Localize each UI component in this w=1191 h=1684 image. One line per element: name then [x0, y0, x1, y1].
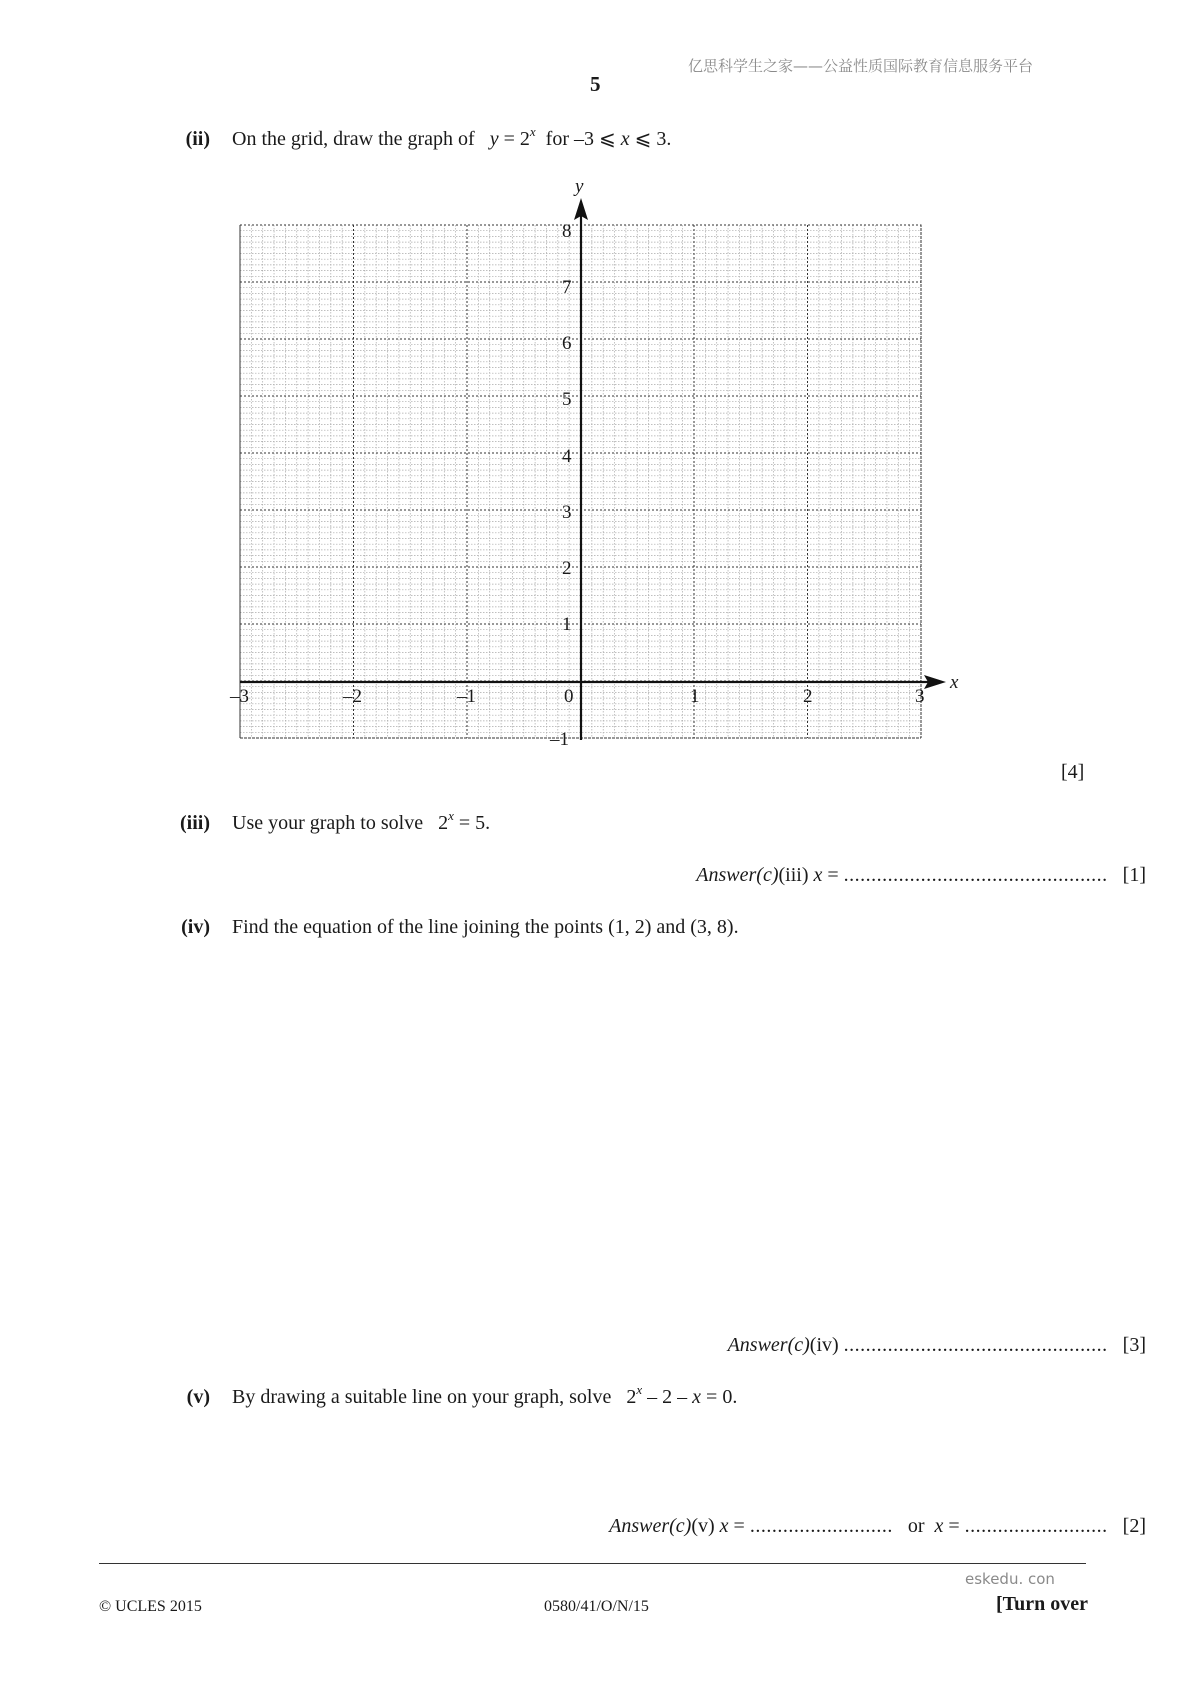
answer-iii-line[interactable]: [696, 864, 1146, 887]
question-ii-marks: [4]: [1061, 761, 1085, 783]
answer-v-eq1: =: [728, 1515, 750, 1537]
question-iii-eq-exponent: x: [448, 808, 454, 823]
y-tick-label: 1: [562, 614, 572, 635]
question-ii-text: On the grid, draw the graph of: [232, 128, 475, 150]
y-tick-label: 6: [562, 333, 572, 354]
page-number: 5: [590, 72, 601, 96]
y-tick-label: 8: [562, 221, 572, 242]
answer-iii-eq: =: [822, 864, 844, 886]
y-axis-label: y: [575, 176, 584, 197]
header-watermark: 亿思科学生之家——公益性质国际教育信息服务平台: [688, 57, 1034, 75]
x-tick-label: 3: [915, 686, 925, 707]
question-iii-text: Use your graph to solve: [232, 812, 424, 834]
question-ii-y-var: y: [489, 128, 499, 150]
answer-v-label: Answer(c): [609, 1515, 692, 1537]
answer-v-eq2: =: [943, 1515, 965, 1537]
question-ii-for-text: for –3 ⩽: [545, 128, 621, 150]
y-tick-label: 5: [562, 389, 572, 410]
answer-iii-var: x: [813, 864, 823, 886]
answer-iii-marks: [1]: [1122, 864, 1146, 886]
y-tick-label: 2: [562, 558, 572, 579]
question-v: [158, 1382, 738, 1409]
answer-iii-field[interactable]: ................................................: [843, 864, 1108, 886]
question-iv-text: Find the equation of the line joining the points (1, 2) and (3, 8).: [232, 916, 739, 938]
question-ii-exponent: x: [529, 124, 536, 139]
question-iv: [158, 916, 739, 939]
answer-iv-marks: [3]: [1122, 1334, 1146, 1356]
answer-v-var2: x: [934, 1515, 944, 1537]
question-ii-x-var: x: [620, 128, 630, 150]
answer-v-marks: [2]: [1122, 1515, 1146, 1537]
turn-over: [Turn over: [995, 1593, 1088, 1615]
question-iii-number: (iii): [180, 812, 210, 834]
answer-iv-line[interactable]: [728, 1334, 1146, 1357]
y-tick-label: –1: [550, 729, 569, 750]
x-tick-label: 1: [690, 686, 700, 707]
answer-v-field-1[interactable]: ..........................: [749, 1515, 893, 1537]
y-tick-label: 4: [562, 446, 572, 467]
question-ii-equals-base: = 2: [498, 128, 530, 150]
question-v-eq-rest-a: – 2 –: [642, 1386, 693, 1408]
footer-divider: [99, 1563, 1086, 1564]
question-v-eq-base: 2: [626, 1386, 637, 1408]
question-v-eq-var: x: [692, 1386, 702, 1408]
answer-v-var1: x: [719, 1515, 729, 1537]
x-axis-label: x: [950, 672, 959, 693]
footer-code: 0580/41/O/N/15: [544, 1598, 649, 1615]
answer-iv-field[interactable]: ................................................: [843, 1334, 1108, 1356]
answer-v-field-2[interactable]: ..........................: [964, 1515, 1108, 1537]
question-iii-eq-rest: = 5.: [453, 812, 491, 834]
answer-iii-part: (iii): [778, 864, 814, 886]
question-v-text: By drawing a suitable line on your graph, solve: [232, 1386, 612, 1408]
answer-iv-label: Answer(c): [727, 1334, 810, 1356]
question-ii-number: (ii): [185, 128, 210, 150]
question-v-eq-rest-b: = 0.: [701, 1386, 738, 1408]
question-iii-eq-base: 2: [438, 812, 449, 834]
footer-copyright: © UCLES 2015: [99, 1598, 202, 1615]
graph-grid[interactable]: [0, 0, 1191, 800]
y-tick-labels: [549, 221, 572, 750]
x-tick-label: –1: [457, 686, 476, 707]
y-tick-label: 7: [562, 277, 572, 298]
answer-iv-part: (iv): [809, 1334, 844, 1356]
x-tick-label: 0: [564, 686, 574, 707]
question-iv-number: (iv): [181, 916, 210, 938]
answer-iii-label: Answer(c): [696, 864, 779, 886]
y-tick-label: 3: [562, 502, 572, 523]
footer-site-watermark: eskedu. con: [965, 1570, 1055, 1588]
answer-v-line[interactable]: [609, 1515, 1146, 1538]
answer-v-part: (v): [691, 1515, 720, 1537]
x-tick-label: –2: [343, 686, 362, 707]
question-v-eq-exponent: x: [636, 1382, 643, 1397]
question-v-number: (v): [186, 1386, 210, 1408]
question-iii: [158, 808, 491, 835]
x-tick-label: 2: [803, 686, 813, 707]
answer-v-or: or: [907, 1515, 925, 1537]
question-ii-range-end: ⩽ 3.: [629, 128, 672, 150]
x-tick-label: –3: [230, 686, 249, 707]
